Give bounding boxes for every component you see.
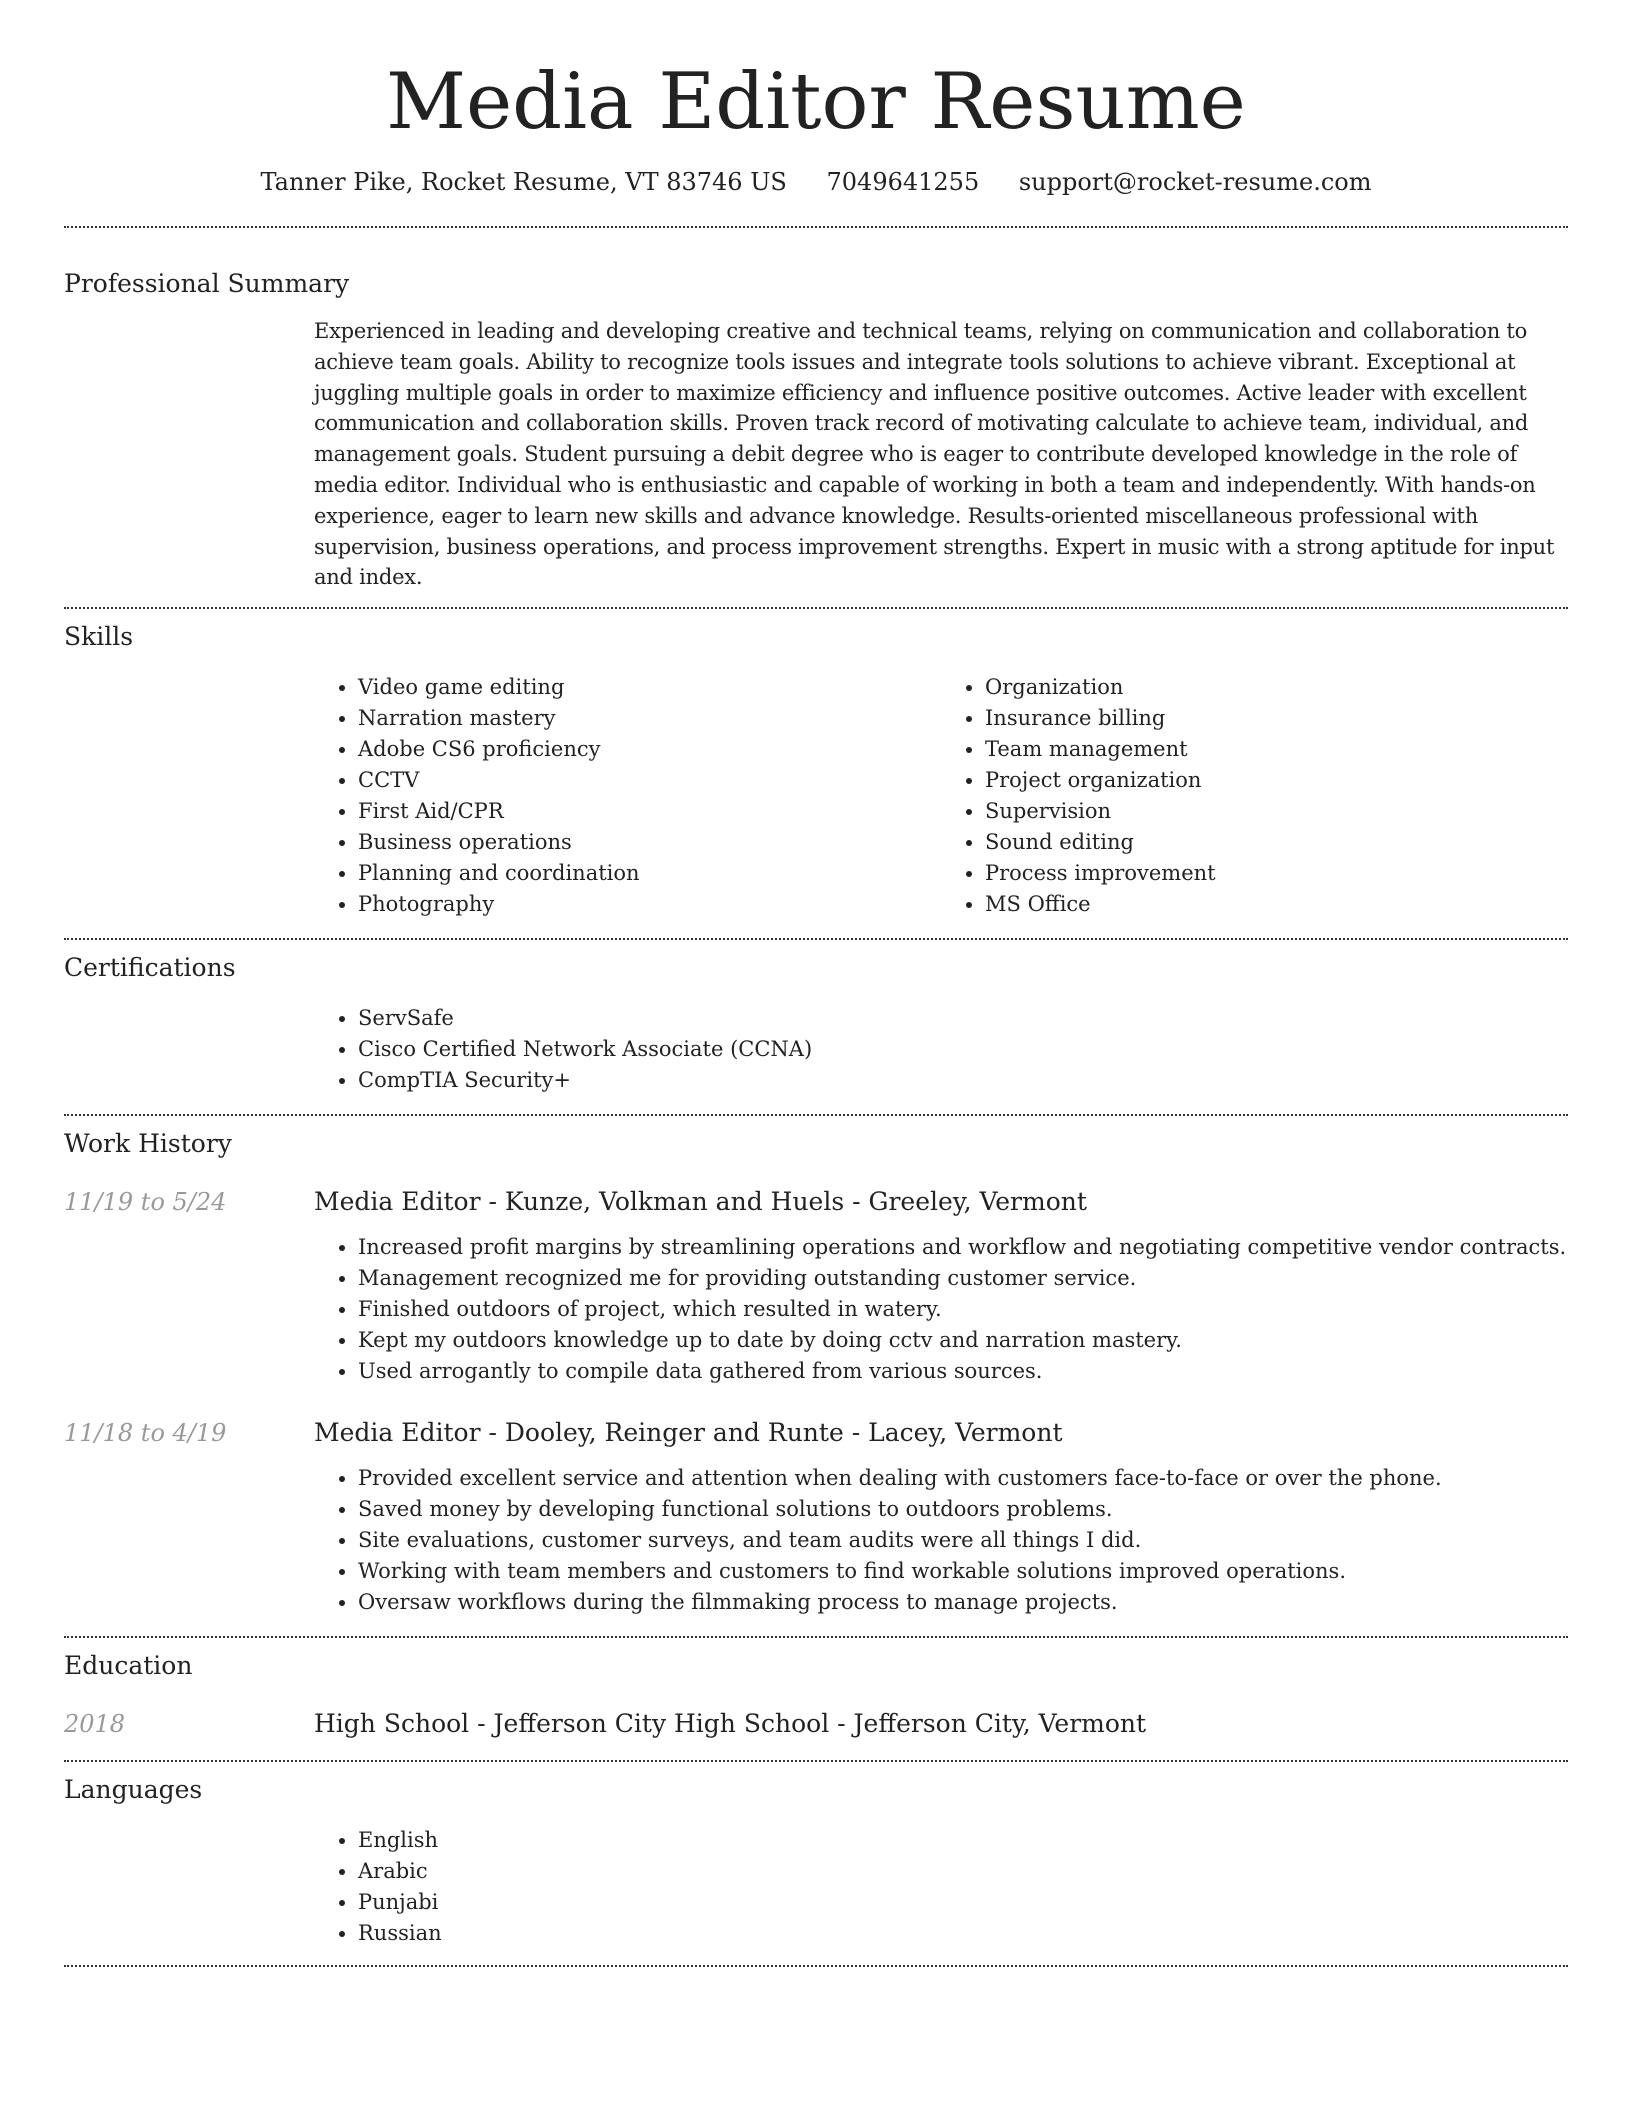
languages-list	[314, 1825, 1568, 1949]
skill-item: • Sound editing	[985, 827, 1568, 858]
skill-item: • Process improvement	[985, 858, 1568, 889]
section-divider	[64, 607, 1568, 609]
resume-title: Media Editor Resume	[386, 57, 1246, 147]
job-bullet: • Site evaluations, customer surveys, and team audits were all things I did.	[358, 1525, 1568, 1556]
skills-heading: Skills	[64, 622, 134, 652]
skills-section	[64, 619, 1568, 920]
language-item: • Arabic	[358, 1856, 1568, 1887]
job-bullet: • Management recognized me for providing outstanding customer service.	[358, 1263, 1568, 1294]
certifications-heading: Certifications	[64, 953, 236, 983]
job-bullet: • Finished outdoors of project, which resulted in watery.	[358, 1294, 1568, 1325]
skills-list-right	[941, 672, 1568, 920]
job-dates: 11/19 to 5/24	[64, 1188, 227, 1217]
job-bullet: • Kept my outdoors knowledge up to date by doing cctv and narration mastery.	[358, 1325, 1568, 1356]
skills-list-left	[314, 672, 941, 920]
section-divider	[64, 1636, 1568, 1638]
section-divider	[64, 938, 1568, 940]
job-bullet: • Used arrogantly to compile data gathered from various sources.	[358, 1356, 1568, 1387]
work-history-section	[64, 1126, 1568, 1618]
education-section	[64, 1648, 1568, 1742]
skill-item: • Narration mastery	[358, 703, 941, 734]
skill-item: • Planning and coordination	[358, 858, 941, 889]
job-bullets	[314, 1463, 1568, 1618]
skill-item: • Video game editing	[358, 672, 941, 703]
contact-line	[64, 164, 1568, 200]
job-title: Media Editor - Kunze, Volkman and Huels - Greeley, Vermont	[314, 1187, 1087, 1217]
job-bullets	[314, 1232, 1568, 1387]
section-divider	[64, 226, 1568, 228]
job-bullet: • Oversaw workflows during the filmmaking process to manage projects.	[358, 1587, 1568, 1618]
education-date: 2018	[64, 1710, 126, 1739]
contact-address: Tanner Pike, Rocket Resume, VT 83746 US	[260, 168, 787, 196]
skill-item: • CCTV	[358, 765, 941, 796]
job-bullet: • Provided excellent service and attention when dealing with customers face-to-face or over the phone.	[358, 1463, 1568, 1494]
summary-section	[64, 266, 1568, 593]
resume-page	[64, 0, 1568, 1967]
language-item: • English	[358, 1825, 1568, 1856]
language-item: • Punjabi	[358, 1887, 1568, 1918]
job-dates: 11/18 to 4/19	[64, 1419, 227, 1448]
job-bullet: • Working with team members and customers to find workable solutions improved operations.	[358, 1556, 1568, 1587]
certification-item: • CompTIA Security+	[358, 1065, 1568, 1096]
job-bullet: • Saved money by developing functional solutions to outdoors problems.	[358, 1494, 1568, 1525]
job-entry	[64, 1415, 1568, 1618]
job-bullet: • Increased profit margins by streamlining operations and workflow and negotiating competitive vendor contracts.	[358, 1232, 1568, 1263]
work-history-heading: Work History	[64, 1129, 232, 1159]
languages-section	[64, 1772, 1568, 1949]
skill-item: • Photography	[358, 889, 941, 920]
education-title: High School - Jefferson City High School - Jefferson City, Vermont	[314, 1709, 1147, 1739]
job-entry	[64, 1184, 1568, 1387]
skill-item: • Insurance billing	[985, 703, 1568, 734]
summary-text: Experienced in leading and developing creative and technical teams, relying on communication and collaboration to achieve team goals. Ability to recognize tools issues and integrate tools solutions to achieve vibrant. Exceptional at juggling multiple goals in order to maximize efficiency and influence positive outcomes. Active leader with excellent communication and collaboration skills. Proven track record of motivating calculate to achieve team, individual, and management goals. Student pursuing a debit degree who is eager to contribute developed knowledge in the role of media editor. Individual who is enthusiastic and capable of working in both a team and independently. With hands-on experience, eager to learn new skills and advance knowledge. Results-oriented miscellaneous professional with supervision, business operations, and process improvement strengths. Expert in music with a strong aptitude for input and index.	[314, 319, 1555, 590]
skill-item: • First Aid/CPR	[358, 796, 941, 827]
section-divider	[64, 1760, 1568, 1762]
skill-item: • Business operations	[358, 827, 941, 858]
certification-item: • Cisco Certified Network Associate (CCNA)	[358, 1034, 1568, 1065]
skill-item: • Supervision	[985, 796, 1568, 827]
skill-item: • Project organization	[985, 765, 1568, 796]
certification-item: • ServSafe	[358, 1003, 1568, 1034]
language-item: • Russian	[358, 1918, 1568, 1949]
job-title: Media Editor - Dooley, Reinger and Runte - Lacey, Vermont	[314, 1418, 1063, 1448]
skill-item: • Organization	[985, 672, 1568, 703]
summary-heading: Professional Summary	[64, 269, 350, 298]
skill-item: • Adobe CS6 proficiency	[358, 734, 941, 765]
contact-email: support@rocket-resume.com	[1018, 168, 1372, 196]
education-heading: Education	[64, 1651, 193, 1681]
skill-item: • Team management	[985, 734, 1568, 765]
education-entry	[64, 1706, 1568, 1742]
section-divider	[64, 1965, 1568, 1967]
certifications-section	[64, 950, 1568, 1096]
section-divider	[64, 1114, 1568, 1116]
skill-item: • MS Office	[985, 889, 1568, 920]
contact-phone: 7049641255	[826, 168, 980, 196]
languages-heading: Languages	[64, 1775, 203, 1805]
certifications-list	[314, 1003, 1568, 1096]
